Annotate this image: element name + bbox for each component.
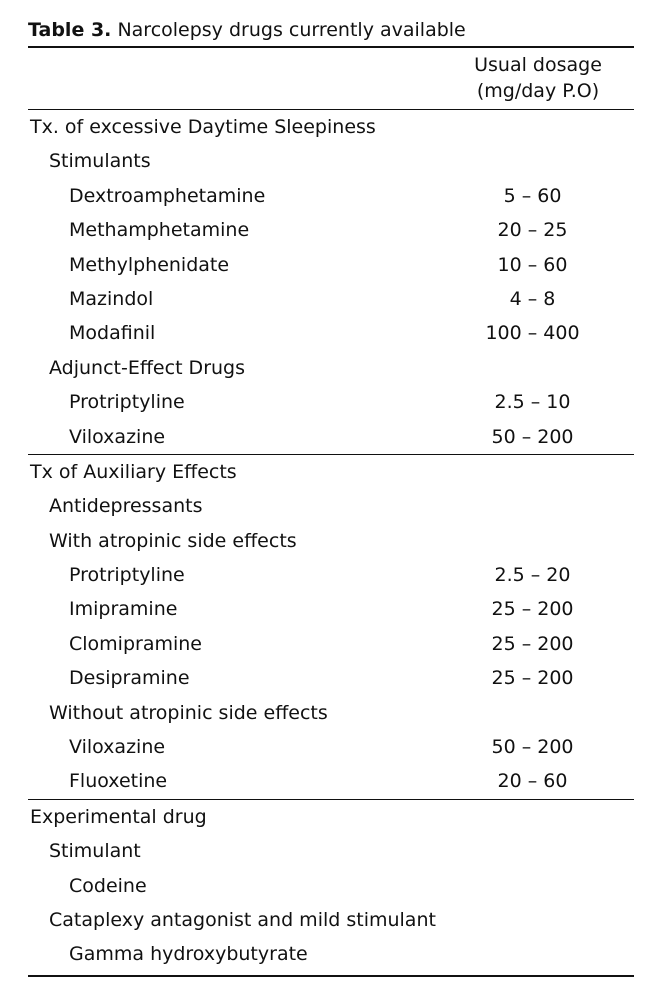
- dosage-header-line2: (mg/day P.O): [476, 80, 600, 102]
- category-row: [28, 696, 634, 730]
- drug-row: [28, 179, 634, 213]
- dosage-value: 100 – 400: [485, 322, 580, 345]
- drug-row: [28, 764, 634, 798]
- category-row: [28, 351, 634, 385]
- table-body: [28, 110, 634, 977]
- drug-row: [28, 316, 634, 350]
- drug-name: Methylphenidate: [69, 253, 230, 276]
- category-row: [28, 144, 634, 178]
- category-name: Stimulants: [49, 150, 151, 173]
- section-heading: [28, 800, 634, 834]
- drug-name: Dextroamphetamine: [69, 184, 266, 207]
- drug-row: [28, 558, 634, 592]
- drug-row: [28, 869, 634, 903]
- dosage-value: 2.5 – 20: [494, 564, 571, 587]
- dosage-header-line1: Usual dosage: [474, 54, 602, 76]
- dosage-value: 20 – 25: [497, 219, 568, 242]
- category-name: With atropinic side effects: [49, 529, 297, 552]
- drug-name: Gamma hydroxybutyrate: [69, 943, 308, 966]
- dosage-value: 10 – 60: [497, 253, 568, 276]
- section-title: Tx. of excessive Daytime Sleepiness: [30, 116, 376, 138]
- drug-name: Modafinil: [69, 322, 156, 345]
- drug-row: [28, 627, 634, 661]
- drug-name: Viloxazine: [69, 736, 166, 759]
- category-name: Cataplexy antagonist and mild stimulant: [49, 908, 436, 931]
- table-caption: [28, 14, 634, 46]
- dosage-value: 50 – 200: [491, 736, 574, 759]
- category-row: [28, 903, 634, 937]
- category-name: Antidepressants: [49, 495, 203, 518]
- drug-table: [28, 14, 634, 977]
- category-row: [28, 834, 634, 868]
- drug-row: [28, 937, 634, 971]
- section-heading: [28, 110, 634, 144]
- drug-name: Fluoxetine: [69, 770, 168, 793]
- dosage-value: 5 – 60: [503, 184, 562, 207]
- category-name: Stimulant: [49, 840, 141, 863]
- dosage-value: 4 – 8: [509, 287, 556, 310]
- section-title: Experimental drug: [30, 805, 207, 828]
- dosage-value: 50 – 200: [491, 425, 574, 448]
- drug-name: Mazindol: [69, 287, 154, 310]
- section-heading: [28, 455, 634, 489]
- drug-row: [28, 592, 634, 626]
- category-row: [28, 524, 634, 558]
- category-name: Without atropinic side effects: [49, 701, 328, 724]
- dosage-value: 25 – 200: [491, 632, 574, 655]
- dosage-value: 20 – 60: [497, 770, 568, 793]
- drug-name: Clomipramine: [69, 632, 202, 655]
- section-title: Tx of Auxiliary Effects: [30, 460, 237, 483]
- drug-name: Protriptyline: [69, 391, 185, 414]
- dosage-value: 25 – 200: [491, 598, 574, 621]
- table-header: [28, 48, 634, 109]
- caption-text: Narcolepsy drugs currently available: [117, 19, 466, 41]
- drug-name: Viloxazine: [69, 425, 166, 448]
- bottom-rule: [28, 975, 634, 977]
- category-name: Adjunct-Effect Drugs: [49, 356, 246, 379]
- dosage-column-header: [468, 52, 608, 104]
- drug-row: [28, 213, 634, 247]
- drug-name: Codeine: [69, 874, 147, 897]
- drug-row: [28, 730, 634, 764]
- drug-row: [28, 282, 634, 316]
- drug-name: Imipramine: [69, 598, 178, 621]
- drug-name: Methamphetamine: [69, 219, 250, 242]
- drug-row: [28, 385, 634, 419]
- caption-label: Table 3.: [28, 19, 112, 41]
- drug-row: [28, 420, 634, 454]
- dosage-value: 25 – 200: [491, 667, 574, 690]
- drug-name: Protriptyline: [69, 564, 185, 587]
- drug-name: Desipramine: [69, 667, 190, 690]
- drug-row: [28, 661, 634, 695]
- dosage-value: 2.5 – 10: [494, 391, 571, 414]
- category-row: [28, 489, 634, 523]
- drug-row: [28, 248, 634, 282]
